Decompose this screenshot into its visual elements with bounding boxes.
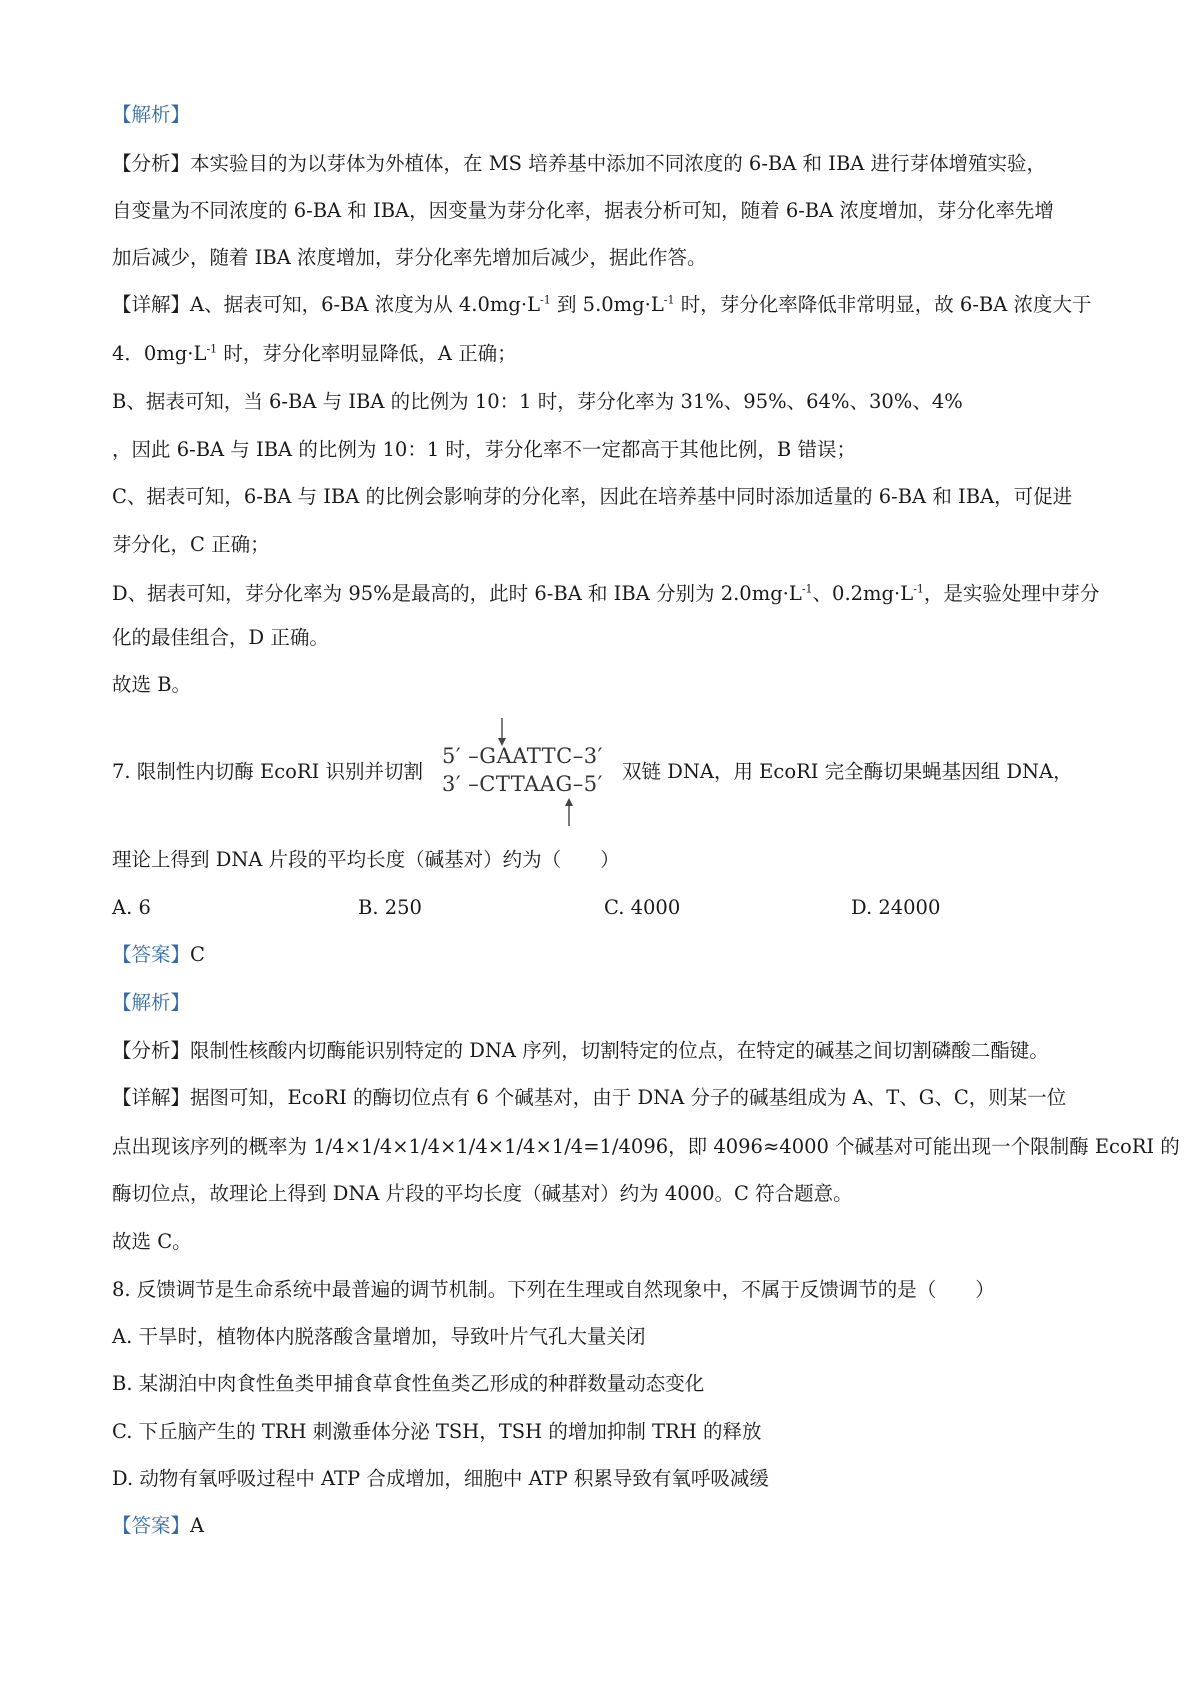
detail-line-d1 bbox=[112, 580, 1102, 608]
q8-option-c[interactable]: C. 下丘脑产生的 TRH 刺激垂体分泌 TSH，TSH 的增加抑制 TRH 的释放 bbox=[112, 1420, 762, 1443]
q7-option-c[interactable]: C. 4000 bbox=[604, 896, 681, 919]
conclusion-line: 故选 B。 bbox=[112, 673, 192, 696]
q8-option-d[interactable]: D. 动物有氧呼吸过程中 ATP 合成增加，细胞中 ATP 积累导致有氧呼吸减缓 bbox=[112, 1467, 769, 1490]
sequence-bottom-strand: 3′ –CTTAAG–5′ bbox=[442, 772, 603, 796]
analysis-text: 本实验目的为以芽体为外植体，在 MS 培养基中添加不同浓度的 6-BA 和 IBA 进行芽体增殖实验， bbox=[190, 152, 1047, 175]
q7-answer-line bbox=[112, 941, 1102, 969]
detail-line-b2: ，因此 6-BA 与 IBA 的比例为 10：1 时，芽分化率不一定都高于其他比例，B 错误； bbox=[112, 438, 856, 461]
q7-conclusion: 故选 C。 bbox=[112, 1230, 192, 1253]
q8-option-b[interactable]: B. 某湖泊中肉食性鱼类甲捕食草食性鱼类乙形成的种群数量动态变化 bbox=[112, 1372, 705, 1395]
jiexi-heading: 【解析】 bbox=[112, 103, 191, 126]
detail-a2-text-2: 时，芽分化率明显降低，A 正确； bbox=[217, 342, 517, 365]
detail-a-text-2: 到 5.0mg·L bbox=[550, 293, 664, 316]
q7-analysis-line bbox=[112, 1037, 1102, 1065]
q7-stem-part2: 双链 DNA，用 EcoRI 完全酶切果蝇基因组 DNA， bbox=[622, 760, 1073, 783]
detail-line-a1 bbox=[112, 291, 1102, 319]
superscript: -1 bbox=[540, 293, 551, 307]
q8-stem: 8. 反馈调节是生命系统中最普遍的调节机制。下列在生理或自然现象中，不属于反馈调节的是（ ） bbox=[112, 1278, 995, 1301]
detail-text: 据图可知，EcoRI 的酶切位点有 6 个碱基对，由于 DNA 分子的碱基组成为 A、T、G、C，则某一位 bbox=[190, 1086, 1067, 1109]
analysis-text: 限制性核酸内切酶能识别特定的 DNA 序列，切割特定的位点，在特定的碱基之间切割磷酸二酯键。 bbox=[190, 1039, 1049, 1062]
detail-line-c2: 芽分化，C 正确； bbox=[112, 533, 270, 556]
analysis-paragraph-line3: 加后减少，随着 IBA 浓度增加，芽分化率先增加后减少，据此作答。 bbox=[112, 246, 707, 269]
q7-detail-line2: 点出现该序列的概率为 1/4×1/4×1/4×1/4×1/4×1/4=1/4096，即 4096≈4000 个碱基对可能出现一个限制酶 EcoRI 的 bbox=[112, 1135, 1180, 1158]
q7-option-a[interactable]: A. 6 bbox=[112, 896, 151, 919]
superscript: -1 bbox=[801, 582, 813, 596]
analysis-paragraph-line2: 自变量为不同浓度的 6-BA 和 IBA，因变量为芽分化率，据表分析可知，随着 6-BA 浓度增加，芽分化率先增 bbox=[112, 199, 1054, 222]
answer-label: 【答案】 bbox=[112, 943, 191, 966]
detail-line-b1: B、据表可知，当 6-BA 与 IBA 的比例为 10：1 时，芽分化率为 31%、95%、64%、30%、4% bbox=[112, 390, 963, 413]
q7-stem-part1: 7. 限制性内切酶 EcoRI 识别并切割 bbox=[112, 760, 423, 783]
q7-options bbox=[112, 894, 1102, 922]
detail-label: 【详解】 bbox=[112, 293, 191, 316]
detail-line-a2 bbox=[112, 340, 1102, 368]
answer-label: 【答案】 bbox=[112, 1514, 191, 1537]
q7-detail-line1 bbox=[112, 1084, 1102, 1112]
detail-d-text-2: 、0.2mg·L bbox=[812, 582, 914, 605]
detail-a2-text-1: 4．0mg·L bbox=[112, 342, 207, 365]
detail-label: 【详解】 bbox=[112, 1086, 191, 1109]
answer-value: A bbox=[190, 1514, 205, 1537]
sequence-top-strand: 5′ –GAATTC–3′ bbox=[442, 744, 603, 768]
q7-detail-line3: 酶切位点，故理论上得到 DNA 片段的平均长度（碱基对）约为 4000。C 符合题意。 bbox=[112, 1182, 853, 1205]
q7-jiexi-heading: 【解析】 bbox=[112, 991, 191, 1014]
detail-line-d2: 化的最佳组合，D 正确。 bbox=[112, 626, 329, 649]
q7-option-b[interactable]: B. 250 bbox=[358, 896, 422, 919]
analysis-label: 【分析】 bbox=[112, 152, 191, 175]
detail-a-text-3: 时，芽分化率降低非常明显，故 6-BA 浓度大于 bbox=[674, 293, 1092, 316]
analysis-label: 【分析】 bbox=[112, 1039, 191, 1062]
detail-line-c1: C、据表可知，6-BA 与 IBA 的比例会影响芽的分化率，因此在培养基中同时添加适量的 6-BA 和 IBA，可促进 bbox=[112, 485, 1073, 508]
detail-d-text-1: D、据表可知，芽分化率为 95%是最高的，此时 6-BA 和 IBA 分别为 2.0mg·L bbox=[112, 582, 802, 605]
analysis-paragraph-line1 bbox=[112, 150, 1102, 178]
q7-stem-line2: 理论上得到 DNA 片段的平均长度（碱基对）约为（ ） bbox=[112, 848, 620, 871]
superscript: -1 bbox=[206, 342, 218, 356]
q7-option-d[interactable]: D. 24000 bbox=[851, 896, 941, 919]
q8-answer-line bbox=[112, 1512, 1102, 1540]
superscript: -1 bbox=[913, 582, 924, 596]
answer-value: C bbox=[190, 943, 205, 966]
detail-d-text-3: ，是实验处理中芽分 bbox=[923, 582, 1100, 605]
restriction-site-diagram bbox=[442, 716, 622, 828]
detail-a-text-1: A、据表可知，6-BA 浓度为从 4.0mg·L bbox=[190, 293, 541, 316]
q8-option-a[interactable]: A. 干旱时，植物体内脱落酸含量增加，导致叶片气孔大量关闭 bbox=[112, 1325, 646, 1348]
cut-arrow-bottom-head bbox=[565, 798, 573, 806]
superscript: -1 bbox=[663, 293, 675, 307]
